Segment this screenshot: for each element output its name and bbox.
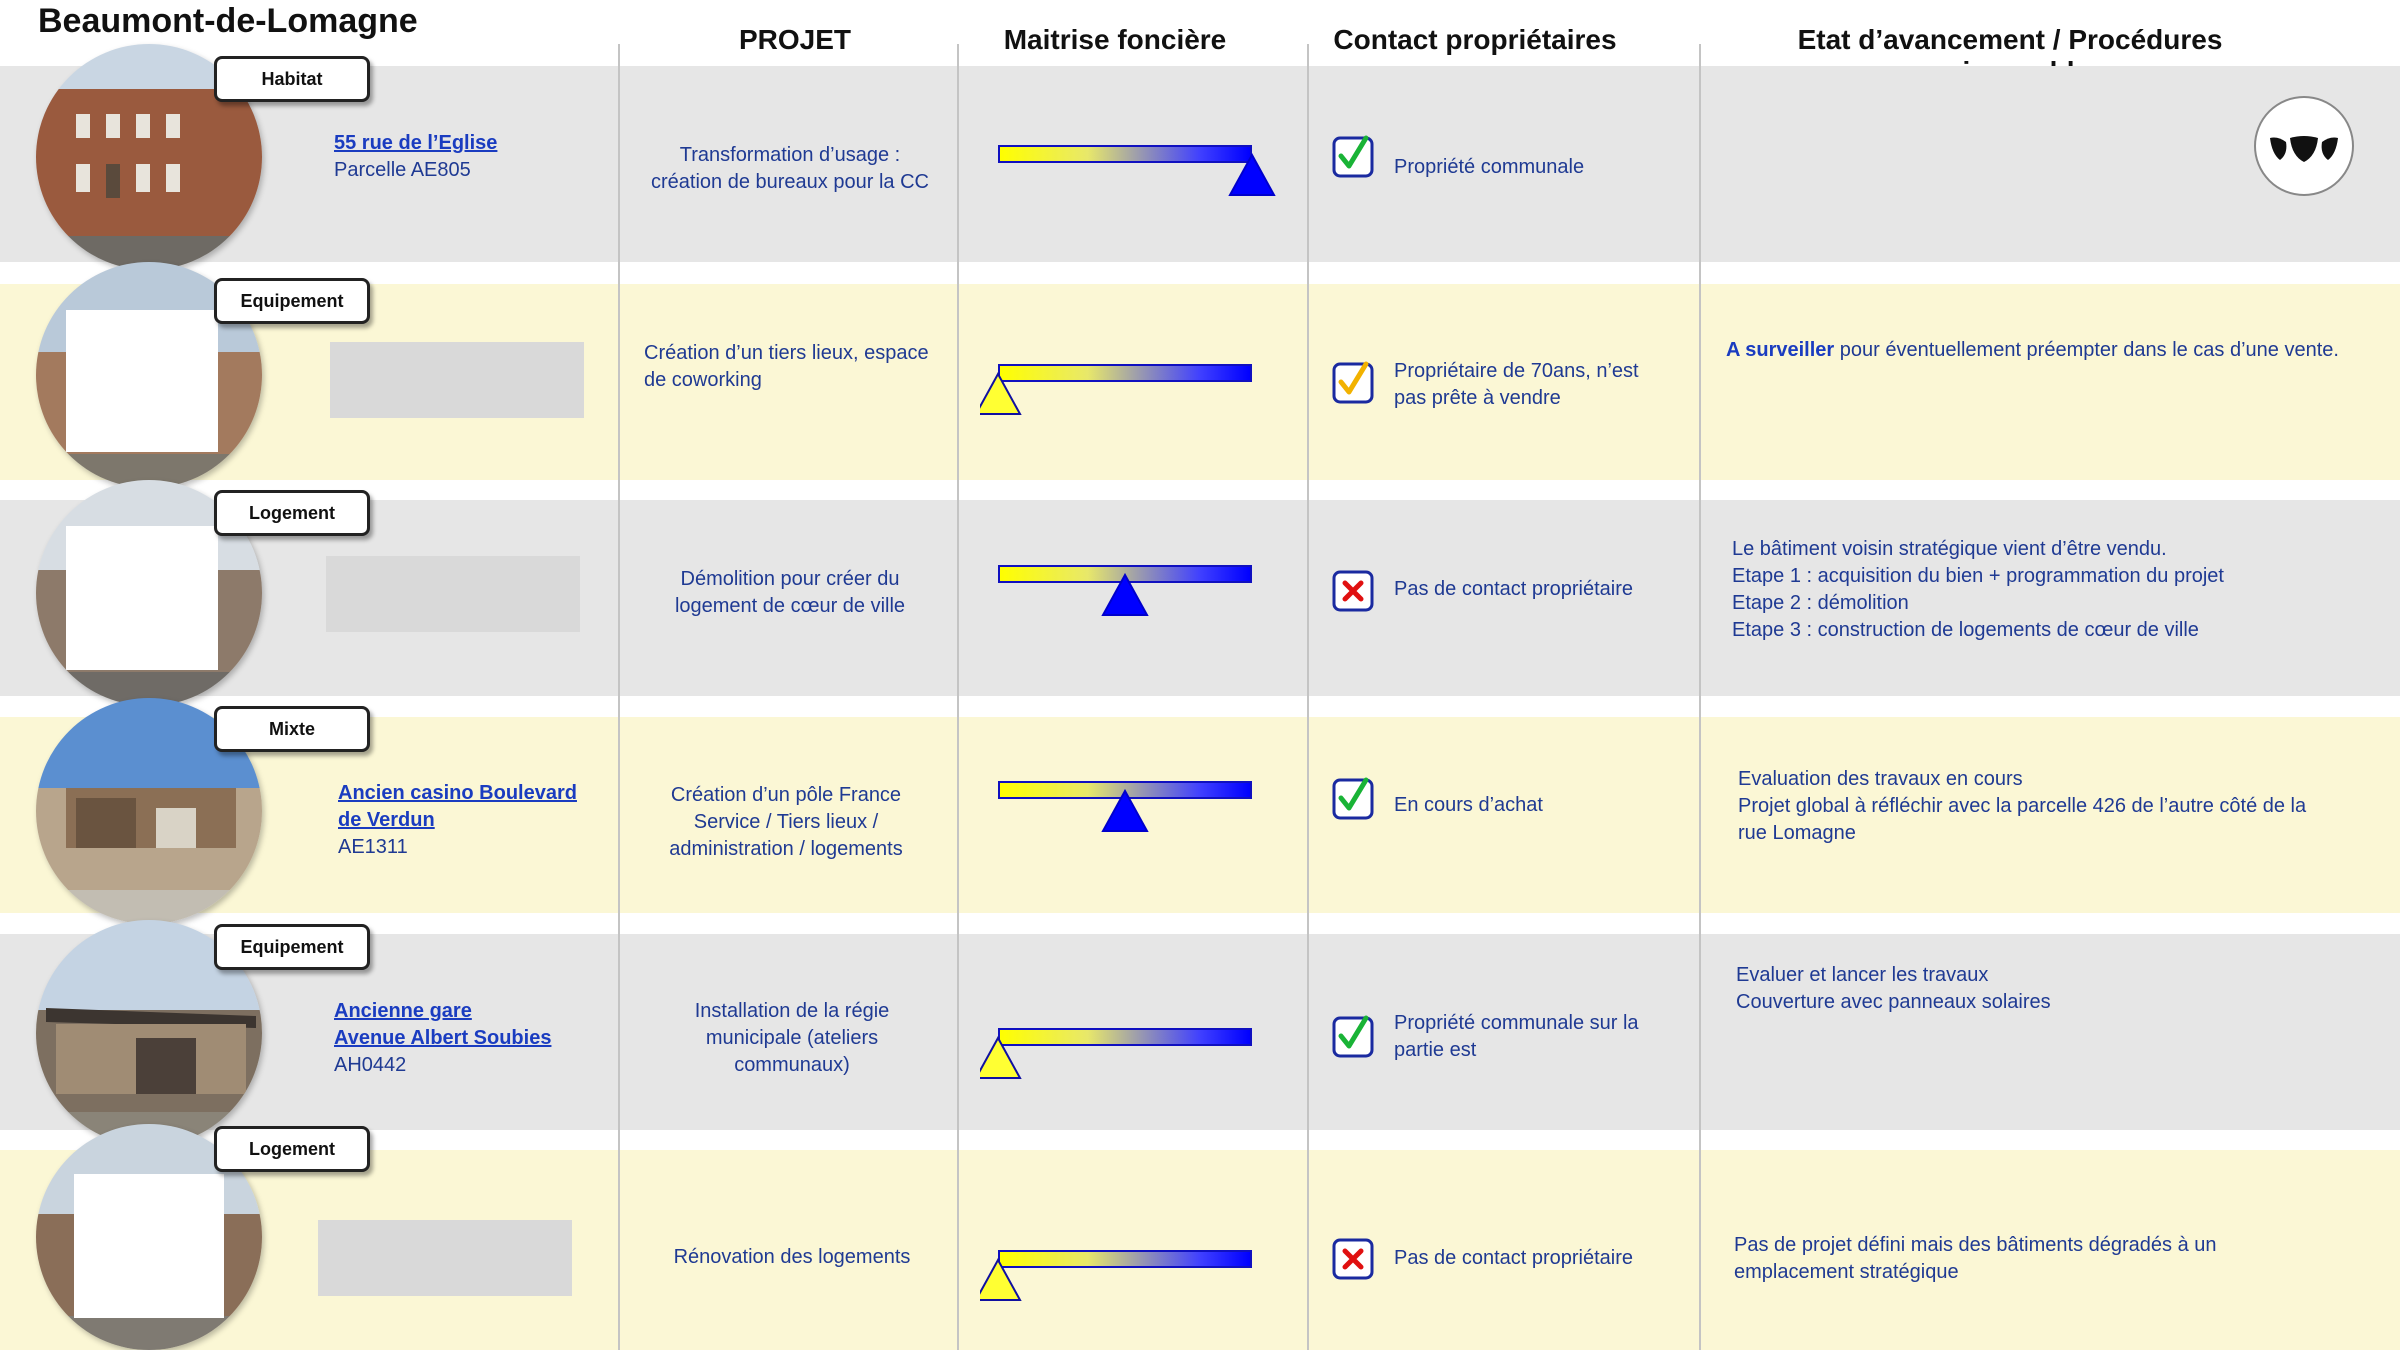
check-icon bbox=[1332, 134, 1374, 178]
check-icon bbox=[1332, 360, 1374, 404]
gauge-triangle bbox=[1230, 155, 1274, 195]
maitrise-fonciere-gauge bbox=[980, 565, 1280, 635]
contact-status-icon bbox=[1332, 1236, 1374, 1280]
project-description: Démolition pour créer du logement de cœur de ville bbox=[674, 568, 906, 617]
project-description: Installation de la régie municipale (ateliers communaux) bbox=[694, 1000, 890, 1076]
address: Ancien casino Boulevard de Verdun AE1311 bbox=[338, 782, 577, 858]
address-link[interactable]: Ancien casino Boulevard de Verdun bbox=[338, 782, 577, 831]
check-icon bbox=[1332, 776, 1374, 820]
cross-icon bbox=[1332, 1236, 1374, 1280]
gauge-triangle bbox=[980, 1038, 1020, 1078]
column-header-contact: Contact propriétaires bbox=[1333, 24, 1617, 55]
status-text: Evaluer et lancer les travaux Couverture avec panneaux solaires bbox=[1736, 964, 2051, 1013]
category-tag: Mixte bbox=[214, 706, 370, 752]
contact-text: Pas de contact propriétaire bbox=[1394, 1247, 1634, 1269]
gauge-triangle bbox=[980, 1260, 1020, 1300]
category-tag: Equipement bbox=[214, 278, 370, 324]
maitrise-fonciere-gauge bbox=[980, 1028, 1280, 1098]
contact-text: Propriété communale bbox=[1394, 156, 1585, 178]
address-link[interactable]: 55 rue de l’Eglise bbox=[334, 132, 498, 154]
address: Ancienne gare Avenue Albert Soubies AH0442 bbox=[334, 1000, 552, 1076]
contact-text: Propriété communale sur la partie est bbox=[1394, 1012, 1639, 1061]
status-text: Le bâtiment voisin stratégique vient d’être vendu. Etape 1 : acquisition du bien + programmation du projet Etape 2 : démolition Etape 3 : construction de logements de cœur de ville bbox=[1732, 538, 2224, 641]
maitrise-fonciere-gauge bbox=[980, 364, 1280, 434]
status-text: A surveiller pour éventuellement préempter dans le cas d’une vente. bbox=[1726, 339, 2339, 361]
check-icon bbox=[1332, 1014, 1374, 1058]
contact-text: Pas de contact propriétaire bbox=[1394, 578, 1634, 600]
gauge-marker bbox=[980, 565, 1280, 635]
category-tag: Habitat bbox=[214, 56, 370, 102]
category-tag: Logement bbox=[214, 490, 370, 536]
address: 55 rue de l’Eglise Parcelle AE805 bbox=[334, 132, 498, 181]
project-description: Création d’un tiers lieux, espace de coworking bbox=[644, 342, 929, 391]
cross-icon bbox=[1332, 568, 1374, 612]
column-divider bbox=[957, 44, 959, 1350]
address-link[interactable]: Ancienne gare bbox=[334, 1000, 472, 1022]
redacted-address bbox=[330, 342, 584, 418]
maitrise-fonciere-gauge bbox=[980, 781, 1280, 851]
address-link[interactable]: Avenue Albert Soubies bbox=[334, 1027, 552, 1049]
project-description: Transformation d’usage : création de bureaux pour la CC bbox=[651, 144, 929, 193]
contact-status-icon bbox=[1332, 1014, 1374, 1058]
project-description: Rénovation des logements bbox=[673, 1246, 911, 1268]
column-divider bbox=[618, 44, 620, 1350]
brand-logo bbox=[2254, 96, 2354, 196]
column-divider bbox=[1699, 44, 1701, 1350]
status-text: Pas de projet défini mais des bâtiments dégradés à un emplacement stratégique bbox=[1734, 1234, 2217, 1283]
redacted-address bbox=[326, 556, 580, 632]
column-header-projet: PROJET bbox=[738, 24, 852, 55]
gauge-marker bbox=[980, 781, 1280, 851]
column-divider bbox=[1307, 44, 1309, 1350]
gauge-triangle bbox=[1103, 791, 1147, 831]
gauge-marker bbox=[980, 364, 1280, 434]
column-header-etat: Etat d’avancement / Procédures bbox=[1797, 24, 2223, 55]
status-text: Evaluation des travaux en cours Projet global à réfléchir avec la parcelle 426 de l’autre côté de la rue Lomagne bbox=[1738, 768, 2307, 844]
contact-status-icon bbox=[1332, 360, 1374, 404]
column-header-maitrise: Maitrise foncière bbox=[1003, 24, 1227, 55]
gauge-triangle bbox=[980, 374, 1020, 414]
gauge-marker bbox=[980, 1250, 1280, 1320]
category-tag: Equipement bbox=[214, 924, 370, 970]
contact-status-icon bbox=[1332, 776, 1374, 820]
contact-status-icon bbox=[1332, 134, 1374, 178]
maitrise-fonciere-gauge bbox=[980, 145, 1280, 215]
gauge-triangle bbox=[1103, 575, 1147, 615]
maitrise-fonciere-gauge bbox=[980, 1250, 1280, 1320]
gauge-marker bbox=[980, 1028, 1280, 1098]
page-title: Beaumont-de-Lomagne bbox=[38, 2, 418, 40]
project-description: Création d’un pôle France Service / Tiers lieux / administration / logements bbox=[669, 784, 903, 860]
contact-text: En cours d’achat bbox=[1394, 794, 1543, 816]
contact-status-icon bbox=[1332, 568, 1374, 612]
redacted-address bbox=[318, 1220, 572, 1296]
gauge-marker bbox=[980, 145, 1280, 215]
contact-text: Propriétaire de 70ans, n’est pas prête à vendre bbox=[1394, 360, 1639, 409]
category-tag: Logement bbox=[214, 1126, 370, 1172]
